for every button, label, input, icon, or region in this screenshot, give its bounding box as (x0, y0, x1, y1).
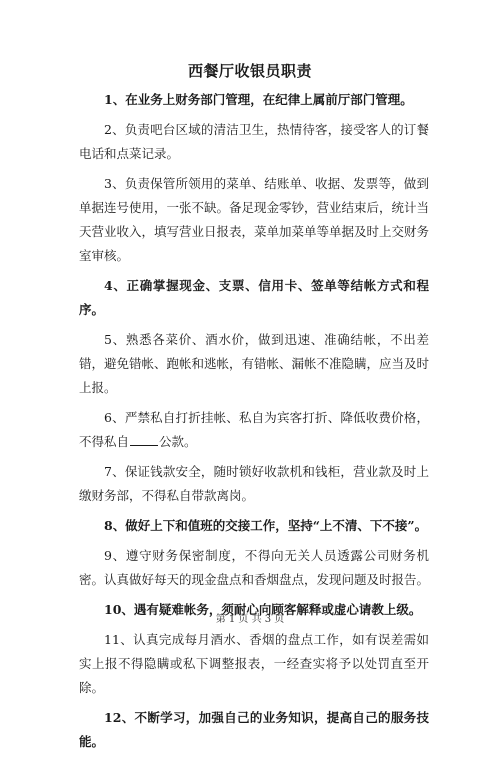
duty-item-6-text-after: 公款。 (159, 434, 197, 449)
duty-item-12: 12、不断学习，加强自己的业务知识，提高自己的服务技能。 (79, 710, 429, 749)
document-title: 西餐厅收银员职责 (187, 62, 312, 80)
document-body (79, 88, 429, 760)
duty-item-10: 10、遇有疑难帐务，须耐心向顾客解释或虚心请教上级。 (104, 602, 422, 617)
duty-item-6 (79, 406, 429, 454)
duty-item-7: 7、保证钱款安全，随时锁好收款机和钱柜，营业款及时上缴财务部，不得私自带款离岗。 (79, 464, 429, 503)
duty-item-1: 1、在业务上财务部门管理，在纪律上属前厅部门管理。 (104, 92, 413, 107)
duty-item-9: 9、遵守财务保密制度，不得向无关人员透露公司财务机密。认真做好每天的现金盘点和香烟盘点，发现问题及时报告。 (79, 548, 430, 587)
duty-item-4: 4、正确掌握现金、支票、信用卡、签单等结帐方式和程序。 (79, 278, 429, 317)
page-footer: 第 1 页 共 3 页 (215, 614, 285, 625)
duty-item-3: 3、负责保管所领用的菜单、结账单、收据、发票等，做到单据连号使用，一张不缺。备足现金零钞，营业结束后，统计当天营业收入，填写营业日报表，菜单加菜单等单据及时上交财务室审核。 (79, 176, 430, 263)
duty-item-11: 11、认真完成每月酒水、香烟的盘点工作，如有误差需如实上报不得隐瞒或私下调整报表，一经查实将予以处罚直至开除。 (79, 632, 429, 695)
duty-item-2: 2、负责吧台区域的清洁卫生，热情待客，接受客人的订餐电话和点菜记录。 (79, 122, 429, 161)
duty-item-8: 8、做好上下和值班的交接工作，坚持“上不清、下不接”。 (104, 518, 428, 533)
fill-in-blank (130, 433, 158, 446)
duty-item-5: 5、熟悉各菜价、酒水价，做到迅速、准确结帐，不出差错，避免错帐、跑帐和逃帐，有错帐、漏帐不准隐瞒，应当及时上报。 (79, 332, 430, 395)
duty-item-6-text-before: 6、严禁私自打折挂帐、私自为宾客打折、降低收费价格，不得私自 (79, 410, 429, 449)
